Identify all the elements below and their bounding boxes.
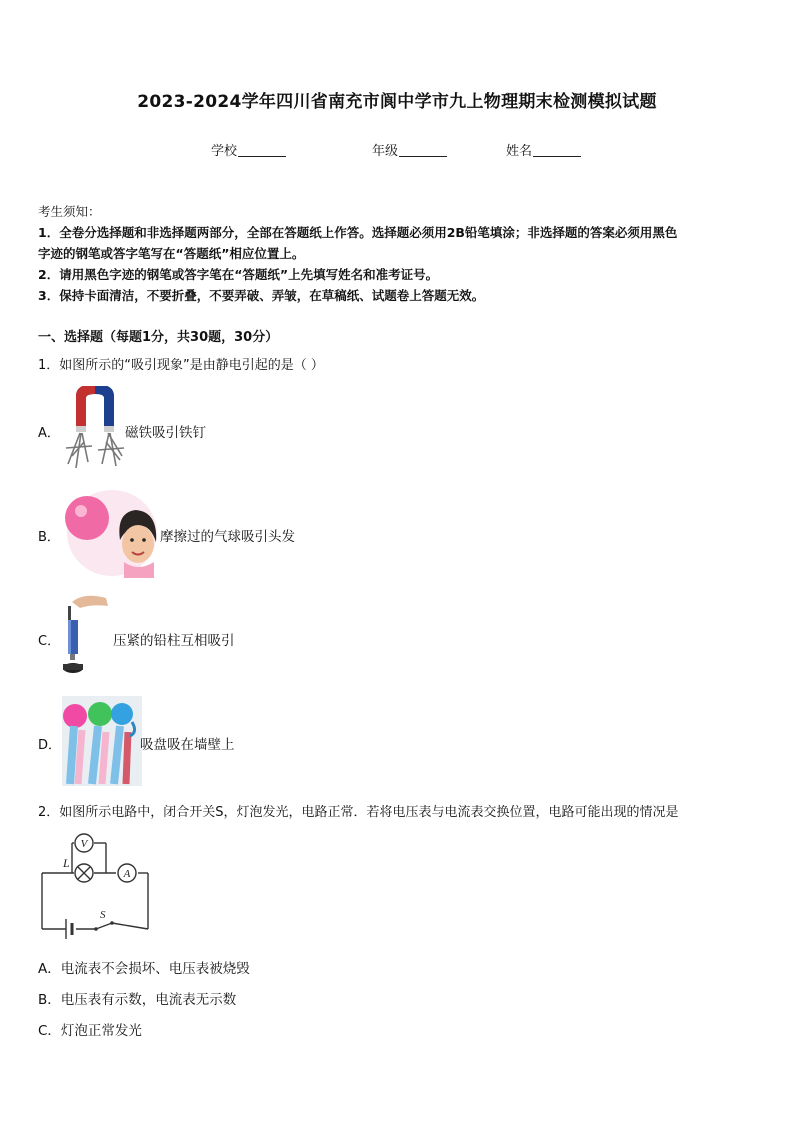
name-field[interactable] xyxy=(506,140,581,159)
notice-heading: 考生须知： xyxy=(38,204,101,219)
page-title: 2023-2024学年四川省南充市阆中学市九上物理期末检测模拟试题 xyxy=(137,92,657,112)
lead-cylinders-image xyxy=(62,594,112,680)
name-blank[interactable] xyxy=(533,143,581,157)
q2-option-c: C．灯泡正常发光 xyxy=(38,1023,142,1039)
switch-label: S xyxy=(100,909,106,921)
question-1-stem: 1．如图所示的“吸引现象”是由静电引起的是（ ） xyxy=(38,358,324,373)
notice-item-3: 3．保持卡面清洁，不要折叠，不要弄破、弄皱，在草稿纸、试题卷上答题无效。 xyxy=(38,288,485,303)
school-blank[interactable] xyxy=(238,143,286,157)
notice-item-1-cont: 字迹的钢笔或答字笔写在“答题纸”相应位置上。 xyxy=(38,246,305,261)
suction-cups-image xyxy=(62,696,142,786)
notice-item-1: 1．全卷分选择题和非选择题两部分，全部在答题纸上作答。选择题必须用2B铅笔填涂；非选择题的答案必须用黑色 xyxy=(38,225,678,240)
q1-option-c-text: 压紧的铅柱互相吸引 xyxy=(113,633,235,649)
q1-option-d-letter: D． xyxy=(38,738,62,753)
school-field[interactable] xyxy=(211,140,286,159)
balloon-hair-image xyxy=(62,488,160,580)
q1-option-b-text: 摩擦过的气球吸引头发 xyxy=(160,529,295,545)
q1-option-c-letter: C． xyxy=(38,634,61,649)
grade-blank[interactable] xyxy=(399,143,447,157)
circuit-diagram xyxy=(38,829,154,941)
q1-option-d-text: 吸盘吸在墙壁上 xyxy=(140,737,235,753)
grade-field[interactable] xyxy=(372,140,447,159)
ammeter-symbol: A xyxy=(123,868,131,880)
notice-item-2: 2．请用黑色字迹的钢笔或答字笔在“答题纸”上先填写姓名和准考证号。 xyxy=(38,267,439,282)
q1-option-a-text: 磁铁吸引铁钉 xyxy=(125,425,206,441)
question-2-stem: 2．如图所示电路中，闭合开关S，灯泡发光，电路正常．若将电压表与电流表交换位置，电路可能出现的情况是 xyxy=(38,805,679,820)
q1-option-b-letter: B． xyxy=(38,530,60,545)
name-label: 姓名 xyxy=(506,144,533,159)
q2-option-a: A．电流表不会损坏、电压表被烧毁 xyxy=(38,961,250,977)
q1-option-a-letter: A． xyxy=(38,426,60,441)
magnet-nails-image xyxy=(62,386,128,472)
grade-label: 年级 xyxy=(372,144,399,159)
voltmeter-symbol: V xyxy=(80,838,88,850)
notice-block xyxy=(38,201,760,306)
school-label: 学校 xyxy=(211,144,238,159)
q2-option-b: B．电压表有示数，电流表无示数 xyxy=(38,992,237,1008)
section-title: 一、选择题（每题1分，共30题，30分） xyxy=(38,330,279,345)
lamp-label: L xyxy=(63,856,70,870)
